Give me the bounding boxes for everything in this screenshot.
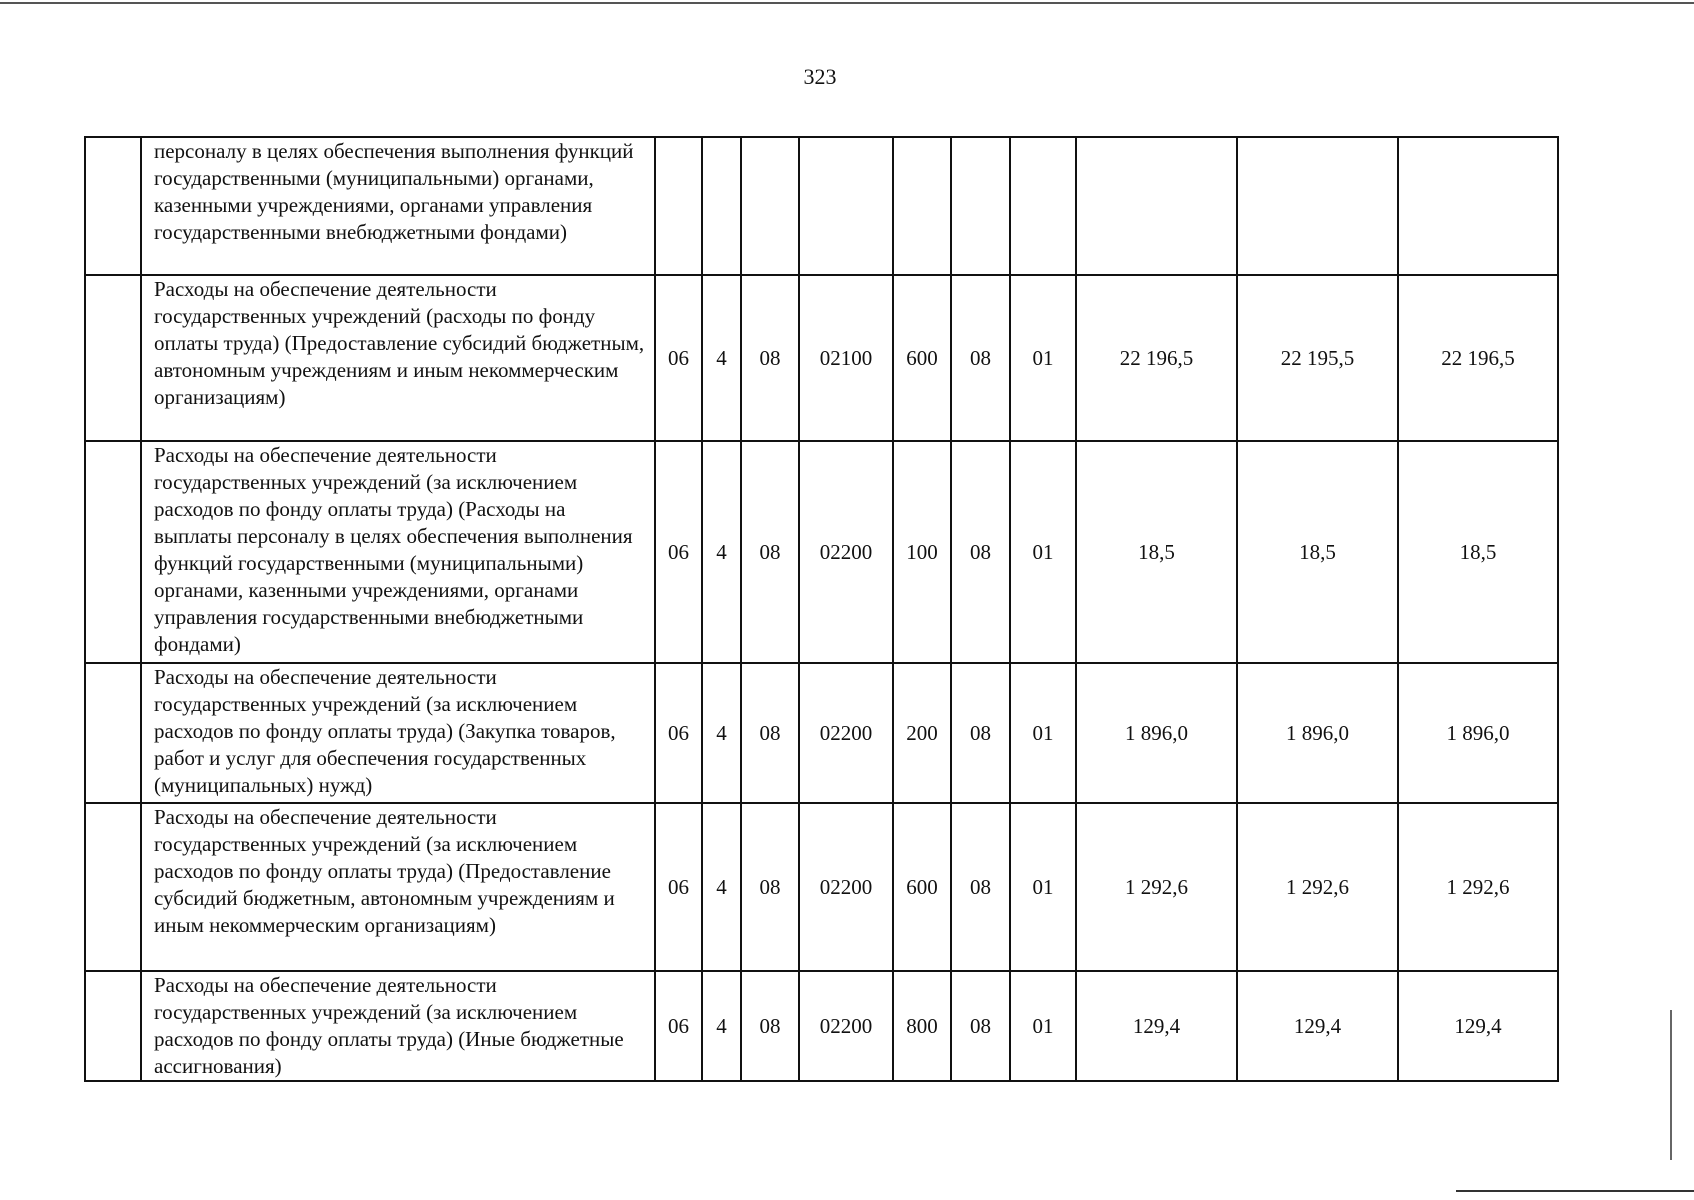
description-cell: Расходы на обеспечение деятельности государственных учреждений (за исключением расходов по фонду оплаты труда) (Расходы на выплаты персоналу в целях обеспечения выполнения функций государственными (муниципальными) органами, казенными учреждениями, органами управления государственными внебюджетными фондами) <box>141 441 655 663</box>
cell-program: 4 <box>702 275 741 441</box>
cell-expense-type <box>893 137 951 275</box>
description-cell: Расходы на обеспечение деятельности государственных учреждений (за исключением расходов по фонду оплаты труда) (Предоставление субсидий бюджетным, автономным учреждениям и иным некоммерческим организациям) <box>141 803 655 971</box>
cell-program <box>702 137 741 275</box>
cell-subprogram: 08 <box>741 441 799 663</box>
cell-target-code: 02200 <box>799 971 893 1081</box>
cell-amount-2: 129,4 <box>1237 971 1398 1081</box>
cell-amount-1: 1 896,0 <box>1076 663 1237 803</box>
description-cell: Расходы на обеспечение деятельности государственных учреждений (за исключением расходов по фонду оплаты труда) (Закупка товаров, работ и услуг для обеспечения государственных (муниципальных) нужд) <box>141 663 655 803</box>
table-row <box>85 275 1558 441</box>
row-index-cell <box>85 663 141 803</box>
cell-amount-3: 129,4 <box>1398 971 1558 1081</box>
cell-expense-type: 200 <box>893 663 951 803</box>
budget-table <box>84 136 1559 1082</box>
cell-expense-type: 100 <box>893 441 951 663</box>
cell-chapter: 08 <box>951 803 1010 971</box>
cell-amount-2 <box>1237 137 1398 275</box>
cell-subsection: 01 <box>1010 971 1076 1081</box>
table-row <box>85 441 1558 663</box>
cell-chapter: 08 <box>951 971 1010 1081</box>
cell-amount-3 <box>1398 137 1558 275</box>
description-cell: Расходы на обеспечение деятельности государственных учреждений (расходы по фонду оплаты труда) (Предоставление субсидий бюджетным, автономным учреждениям и иным некоммерческим организациям) <box>141 275 655 441</box>
cell-subprogram: 08 <box>741 663 799 803</box>
cell-section: 06 <box>655 663 702 803</box>
cell-program: 4 <box>702 441 741 663</box>
cell-subsection: 01 <box>1010 275 1076 441</box>
cell-expense-type: 600 <box>893 803 951 971</box>
cell-section: 06 <box>655 441 702 663</box>
cell-amount-1: 22 196,5 <box>1076 275 1237 441</box>
cell-subprogram: 08 <box>741 803 799 971</box>
table-row <box>85 663 1558 803</box>
cell-amount-1: 1 292,6 <box>1076 803 1237 971</box>
cell-amount-2: 1 896,0 <box>1237 663 1398 803</box>
cell-amount-1: 129,4 <box>1076 971 1237 1081</box>
row-index-cell <box>85 803 141 971</box>
cell-program: 4 <box>702 803 741 971</box>
cell-amount-2: 18,5 <box>1237 441 1398 663</box>
cell-program: 4 <box>702 663 741 803</box>
table-row <box>85 137 1558 275</box>
cell-subprogram: 08 <box>741 275 799 441</box>
cell-section: 06 <box>655 275 702 441</box>
cell-subsection <box>1010 137 1076 275</box>
cell-target-code <box>799 137 893 275</box>
cell-subprogram: 08 <box>741 971 799 1081</box>
cell-subprogram <box>741 137 799 275</box>
cell-expense-type: 800 <box>893 971 951 1081</box>
cell-subsection: 01 <box>1010 803 1076 971</box>
cell-chapter: 08 <box>951 441 1010 663</box>
cell-chapter <box>951 137 1010 275</box>
scan-edge-bottom <box>1456 1190 1694 1192</box>
scan-edge-right <box>1670 1010 1672 1160</box>
cell-amount-1: 18,5 <box>1076 441 1237 663</box>
cell-amount-2: 22 195,5 <box>1237 275 1398 441</box>
row-index-cell <box>85 137 141 275</box>
cell-program: 4 <box>702 971 741 1081</box>
budget-table-body <box>85 137 1558 1081</box>
cell-amount-3: 1 292,6 <box>1398 803 1558 971</box>
cell-amount-1 <box>1076 137 1237 275</box>
cell-subsection: 01 <box>1010 441 1076 663</box>
table-row <box>85 803 1558 971</box>
cell-amount-3: 18,5 <box>1398 441 1558 663</box>
table-row <box>85 971 1558 1081</box>
row-index-cell <box>85 971 141 1081</box>
cell-chapter: 08 <box>951 663 1010 803</box>
cell-target-code: 02200 <box>799 441 893 663</box>
description-cell: персоналу в целях обеспечения выполнения функций государственными (муниципальными) органами, казенными учреждениями, органами управления государственными внебюджетными фондами) <box>141 137 655 275</box>
cell-amount-3: 1 896,0 <box>1398 663 1558 803</box>
cell-expense-type: 600 <box>893 275 951 441</box>
cell-section: 06 <box>655 971 702 1081</box>
cell-target-code: 02200 <box>799 803 893 971</box>
cell-amount-2: 1 292,6 <box>1237 803 1398 971</box>
row-index-cell <box>85 275 141 441</box>
cell-subsection: 01 <box>1010 663 1076 803</box>
page-number: 323 <box>803 64 837 89</box>
cell-target-code: 02200 <box>799 663 893 803</box>
cell-amount-3: 22 196,5 <box>1398 275 1558 441</box>
cell-target-code: 02100 <box>799 275 893 441</box>
cell-chapter: 08 <box>951 275 1010 441</box>
scan-edge-top <box>0 2 1694 4</box>
description-cell: Расходы на обеспечение деятельности государственных учреждений (за исключением расходов по фонду оплаты труда) (Иные бюджетные ассигнования) <box>141 971 655 1081</box>
cell-section <box>655 137 702 275</box>
row-index-cell <box>85 441 141 663</box>
cell-section: 06 <box>655 803 702 971</box>
